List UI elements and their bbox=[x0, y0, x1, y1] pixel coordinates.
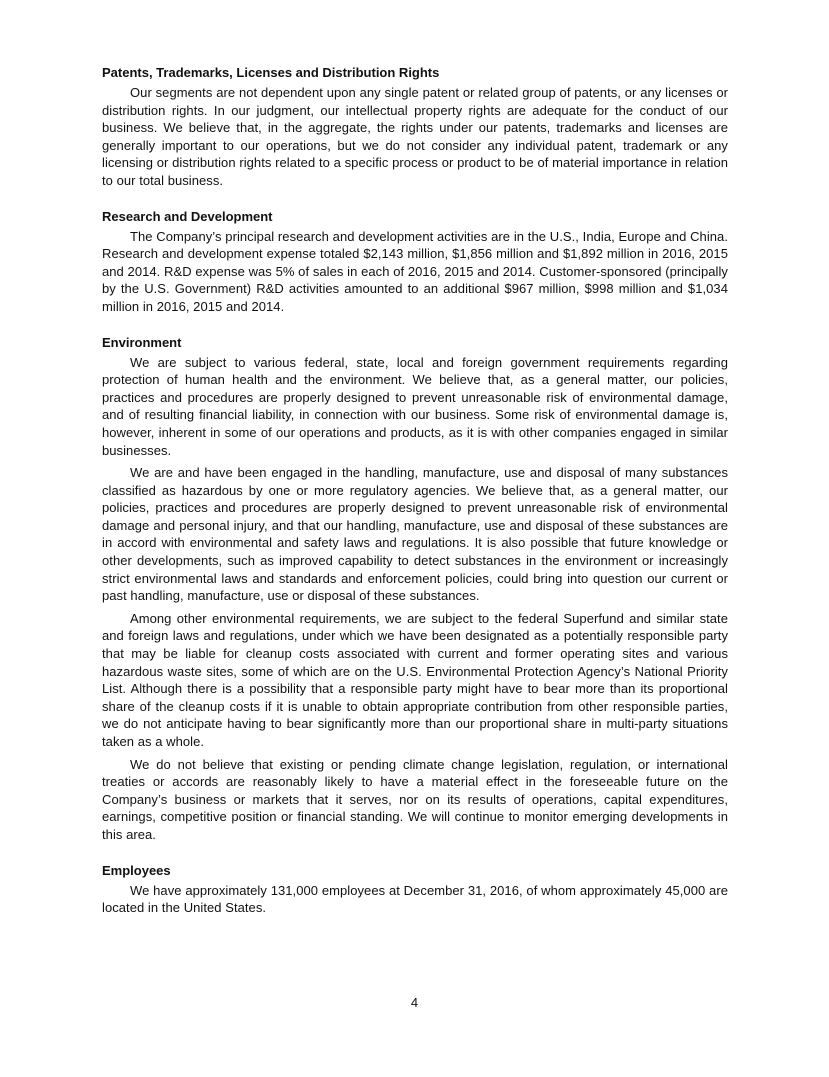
paragraph: Among other environmental requirements, we are subject to the federal Superfund and similar state and foreign laws and regulations, under which we have been designated as a potentially responsible party that may be liable for cleanup costs associated with current and former operating sites and various hazardous waste sites, some of which are on the U.S. Environmental Protection Agency’s National Priority List. Although there is a possibility that a responsible party might have to bear more than its proportional share of the cleanup costs if it is unable to obtain appropriate contribution from other responsible parties, we do not anticipate having to bear significantly more than our proportional share in multi-party situations taken as a whole. bbox=[102, 610, 728, 749]
page-number: 4 bbox=[410, 995, 419, 1010]
section-research bbox=[102, 208, 728, 316]
section-heading: Environment bbox=[102, 334, 182, 350]
paragraph: We are subject to various federal, state, local and foreign government requirements regarding protection of human health and the environment. We believe that, as a general matter, our policies, practices and procedures are properly designed to prevent unreasonable risk of environmental damage, and of resulting financial liability, in connection with our business. Some risk of environmental damage is, however, inherent in some of our operations and products, as it is with other companies engaged in similar businesses. bbox=[102, 354, 728, 458]
section-heading: Research and Development bbox=[102, 208, 273, 224]
section-patents bbox=[102, 64, 728, 190]
section-employees bbox=[102, 862, 728, 917]
section-environment bbox=[102, 334, 728, 844]
paragraph: We are and have been engaged in the handling, manufacture, use and disposal of many substances classified as hazardous by one or more regulatory agencies. We believe that, as a general matter, our policies, practices and procedures are properly designed to prevent unreasonable risk of environmental damage and personal injury, and that our handling, manufacture, use and disposal of these substances are in accord with environmental and safety laws and regulations. It is also possible that future knowledge or other developments, such as improved capability to detect substances in the environment or increasingly strict environmental laws and standards and enforcement policies, could bring into question our current or past handling, manufacture, use or disposal of these substances. bbox=[102, 465, 728, 604]
paragraph: Our segments are not dependent upon any single patent or related group of patents, or any licenses or distribution rights. In our judgment, our intellectual property rights are adequate for the conduct of our business. We believe that, in the aggregate, the rights under our patents, trademarks and licenses are generally important to our operations, but we do not consider any individual patent, trademark or any licensing or distribution rights related to a specific process or product to be of material importance in relation to our total business. bbox=[102, 85, 728, 188]
paragraph: The Company’s principal research and development activities are in the U.S., India, Europe and China. Research and development expense totaled $2,143 million, $1,856 million and $1,892 million in 2016, 2015 and 2014. R&D expense was 5% of sales in each of 2016, 2015 and 2014. Customer-sponsored (principally by the U.S. Government) R&D activities amounted to an additional $967 million, $998 million and $1,034 million in 2016, 2015 and 2014. bbox=[102, 228, 728, 314]
section-heading: Employees bbox=[102, 862, 171, 878]
document-page bbox=[102, 64, 728, 935]
paragraph: We do not believe that existing or pending climate change legislation, regulation, or international treaties or accords are reasonably likely to have a material effect in the foreseeable future on the Company’s business or markets that it serves, nor on its results of operations, capital expenditures, earnings, competitive position or financial standing. We will continue to monitor emerging developments in this area. bbox=[102, 756, 728, 842]
paragraph: We have approximately 131,000 employees at December 31, 2016, of whom approximately 45,000 are located in the United States. bbox=[102, 882, 728, 916]
section-heading: Patents, Trademarks, Licenses and Distribution Rights bbox=[102, 65, 440, 80]
